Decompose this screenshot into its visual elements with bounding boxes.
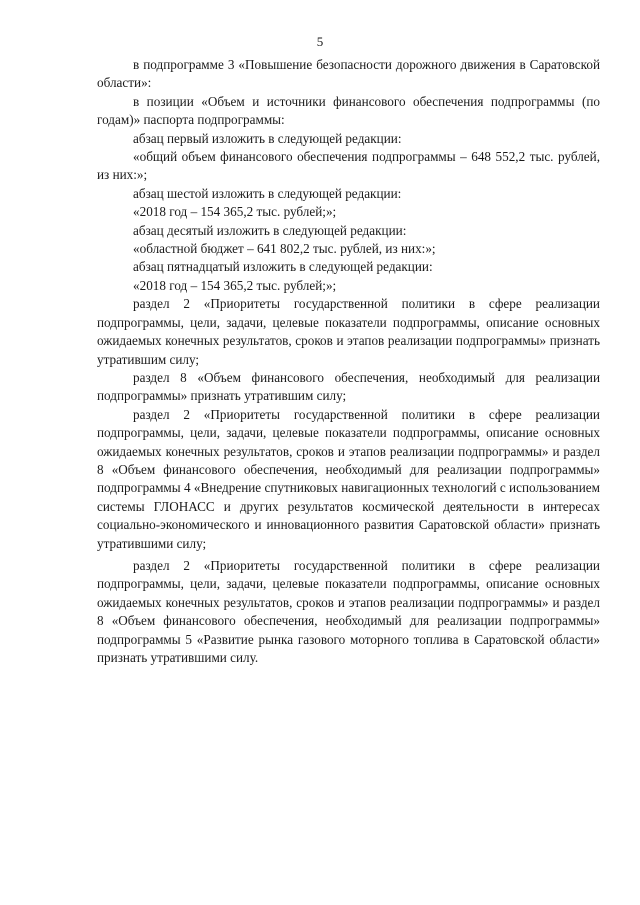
paragraph-subprogram-4-repeal: раздел 2 «Приоритеты государственной политики в сфере реализации подпрограммы, цели, задачи, целевые показатели подпрограммы, описание основных ожидаемых конечных результатов, сроков и этапов реализации подпрограммы» и раздел 8 «Объем финансового обеспечения, необходимый для реализации подпрограммы» подпрограммы 4 «Внедрение спутниковых навигационных технологий с использованием системы ГЛОНАСС и других результатов космической деятельности в интересах социально-экономического и инновационного развития Саратовской области» признать утратившими силу; (97, 406, 600, 551)
page-number: 5 (316, 34, 324, 49)
paragraph-abzac-1-text: «общий объем финансового обеспечения подпрограммы – 648 552,2 тыс. рублей, из них:»; (97, 149, 600, 183)
paragraph-subprogram-3: в подпрограмме 3 «Повышение безопасности дорожного движения в Саратовской области»: (97, 57, 600, 91)
paragraph-abzac-15-text: «2018 год – 154 365,2 тыс. рублей;»; (133, 277, 337, 293)
paragraph-position-financing: в позиции «Объем и источники финансового обеспечения подпрограммы (по годам)» паспорта подпрограммы: (97, 93, 600, 128)
paragraph-abzac-15-instruction: абзац пятнадцатый изложить в следующей редакции: (133, 259, 433, 275)
paragraph-section-2-repeal: раздел 2 «Приоритеты государственной политики в сфере реализации подпрограммы, цели, задачи, целевые показатели подпрограммы, описание основных ожидаемых конечных результатов, сроков и этапов реализации подпрограммы» признать утратившим силу; (97, 296, 600, 367)
document-body (97, 56, 600, 667)
paragraph-abzac-6-instruction: абзац шестой изложить в следующей редакции: (133, 185, 402, 201)
paragraph-abzac-6-text: «2018 год – 154 365,2 тыс. рублей;»; (133, 204, 337, 220)
paragraph-section-8-repeal: раздел 8 «Объем финансового обеспечения, необходимый для реализации подпрограммы» признать утратившим силу; (97, 369, 600, 404)
paragraph-abzac-10-instruction: абзац десятый изложить в следующей редакции: (133, 222, 407, 238)
paragraph-abzac-1-instruction: абзац первый изложить в следующей редакции: (133, 130, 402, 146)
paragraph-abzac-10-text: «областной бюджет – 641 802,2 тыс. рублей, из них:»; (133, 241, 436, 257)
paragraph-subprogram-5-repeal: раздел 2 «Приоритеты государственной политики в сфере реализации подпрограммы, цели, задачи, целевые показатели подпрограммы, описание основных ожидаемых конечных результатов, сроков и этапов реализации подпрограммы» и раздел 8 «Объем финансового обеспечения, необходимый для реализации подпрограммы» подпрограммы 5 «Развитие рынка газового моторного топлива в Саратовской области» признать утратившими силу. (97, 557, 600, 665)
